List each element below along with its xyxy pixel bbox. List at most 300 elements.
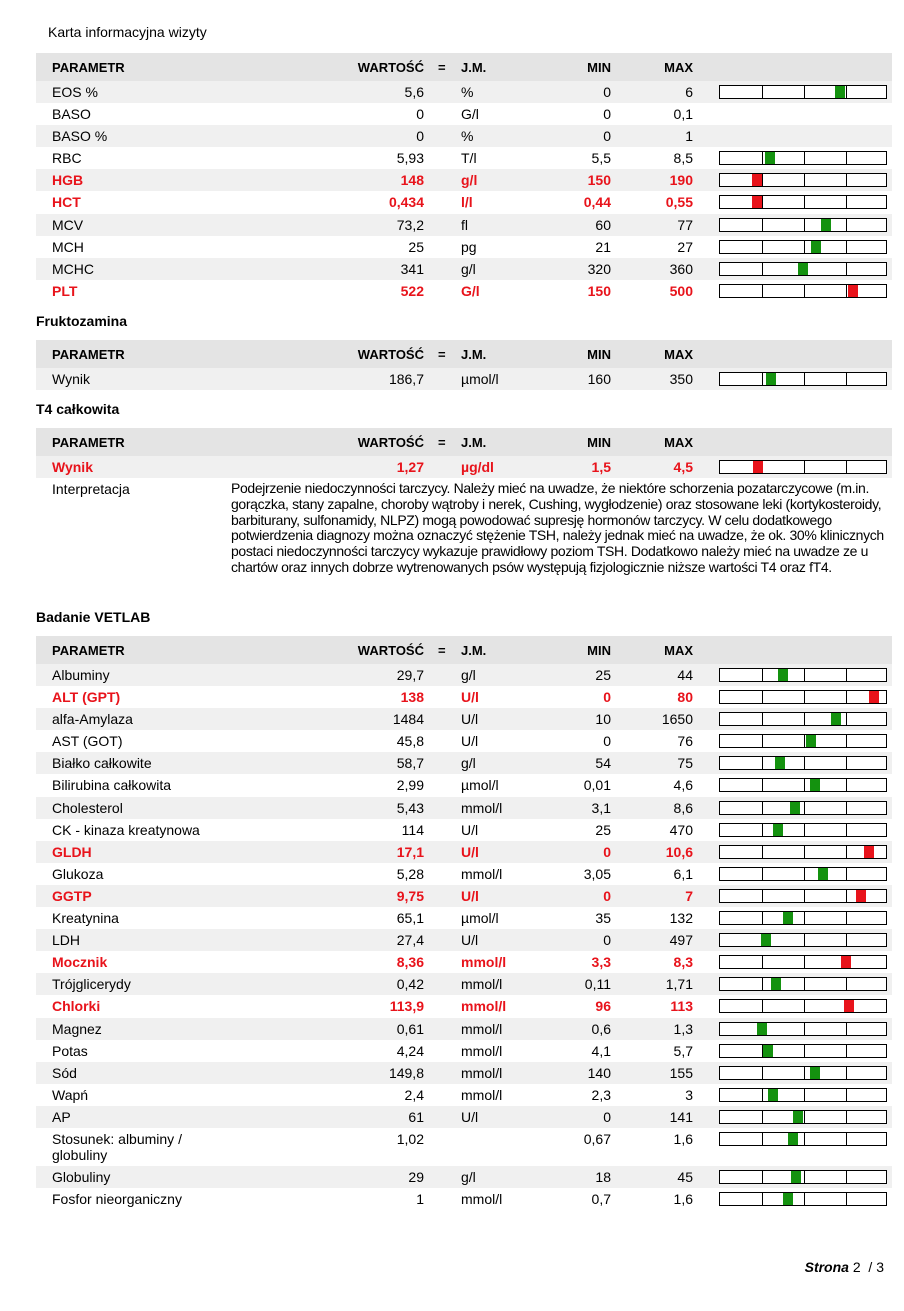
param-value: 1,27 bbox=[396, 459, 424, 475]
param-name: Białko całkowite bbox=[52, 755, 152, 772]
param-value: 2,4 bbox=[404, 1086, 424, 1103]
param-value: 0 bbox=[416, 106, 424, 123]
range-tick bbox=[846, 912, 847, 924]
param-max: 500 bbox=[669, 282, 693, 299]
param-name: MCH bbox=[52, 238, 84, 255]
range-tick bbox=[846, 669, 847, 681]
range-marker-in bbox=[775, 757, 785, 769]
range-tick bbox=[804, 802, 805, 814]
range-tick bbox=[804, 1133, 805, 1145]
param-max: 0,1 bbox=[673, 106, 693, 123]
interpretation-text: Podejrzenie niedoczynności tarczycy. Należy mieć na uwadze, że niektóre schorzenia pozatarczycowe (m.in. gorączka, stany zapalne, choroby wątroby i nerek, Cushing, wygłodzenie) oraz stosowane leki (kortykosteroidy, barbiturany, sulfonamidy, NLPZ) mogą powodować supresję hormonów tarczycy. W celu dodatkowego potwierdzenia diagnozy można oznaczyć stężenie TSH, należy jednak mieć na uwadze, że ok. 30% klinicznych postaci niedoczynności tarczycy wykazuje prawidłowy poziom TSH. Dodatkowo należy mieć na uwadze ze u chartów oraz innych dobrze wytrenowanych psów występują fizjologicznie niższe wartości T4 oraz fT4. bbox=[231, 480, 884, 575]
param-unit: g/l bbox=[461, 172, 478, 189]
range-tick bbox=[762, 152, 763, 164]
param-min: 0,6 bbox=[591, 1020, 611, 1037]
param-unit: mmol/l bbox=[461, 1020, 503, 1037]
range-bar bbox=[719, 690, 887, 704]
header-value: WARTOŚĆ bbox=[357, 347, 424, 362]
param-unit: mmol/l bbox=[461, 799, 503, 816]
param-max: 1650 bbox=[661, 711, 693, 728]
range-marker-in bbox=[811, 241, 821, 253]
range-bar bbox=[719, 195, 887, 209]
param-min: 4,1 bbox=[591, 1042, 611, 1059]
range-marker-in bbox=[761, 934, 771, 946]
section-title: T4 całkowita bbox=[36, 401, 120, 417]
param-value: 1484 bbox=[392, 711, 424, 728]
results-table bbox=[36, 636, 892, 1210]
table-header bbox=[36, 636, 892, 664]
range-bar bbox=[719, 977, 887, 991]
range-tick bbox=[804, 1045, 805, 1057]
param-name: GLDH bbox=[52, 843, 92, 860]
param-min: 0 bbox=[603, 128, 611, 145]
param-unit: µmol/l bbox=[461, 910, 499, 927]
param-unit: µmol/l bbox=[461, 777, 499, 794]
param-value: 73,2 bbox=[396, 216, 424, 233]
param-name: ALT (GPT) bbox=[52, 689, 121, 706]
range-tick bbox=[762, 757, 763, 769]
param-value: 17,1 bbox=[396, 843, 424, 860]
range-bar bbox=[719, 1170, 887, 1184]
header-max: MAX bbox=[664, 60, 693, 75]
table-row bbox=[36, 280, 892, 302]
param-value: 148 bbox=[400, 172, 424, 189]
param-value: 5,28 bbox=[396, 865, 424, 882]
param-min: 3,3 bbox=[591, 954, 611, 971]
param-unit: G/l bbox=[461, 282, 480, 299]
range-bar bbox=[719, 778, 887, 792]
range-tick bbox=[804, 1111, 805, 1123]
param-value: 0,434 bbox=[388, 194, 424, 211]
param-max: 4,6 bbox=[673, 777, 693, 794]
param-max: 497 bbox=[669, 932, 693, 949]
range-tick bbox=[846, 373, 847, 385]
param-value: 341 bbox=[400, 260, 424, 277]
param-value: 4,24 bbox=[396, 1042, 424, 1059]
range-bar bbox=[719, 85, 887, 99]
header-eq: = bbox=[438, 347, 446, 362]
range-tick bbox=[846, 890, 847, 902]
range-bar bbox=[719, 712, 887, 726]
header-eq: = bbox=[438, 643, 446, 658]
range-tick bbox=[762, 1193, 763, 1205]
param-value: 5,43 bbox=[396, 799, 424, 816]
page-separator: / bbox=[868, 1259, 873, 1275]
param-value: 29 bbox=[408, 1168, 424, 1185]
range-marker-in bbox=[810, 1067, 820, 1079]
range-marker-in bbox=[763, 1045, 773, 1057]
header-param: PARAMETR bbox=[52, 347, 125, 362]
range-marker-out bbox=[753, 461, 763, 473]
table-row bbox=[36, 907, 892, 929]
param-value: 186,7 bbox=[388, 371, 424, 387]
range-bar bbox=[719, 668, 887, 682]
table-row bbox=[36, 1084, 892, 1106]
range-tick bbox=[804, 956, 805, 968]
param-value: 8,36 bbox=[396, 954, 424, 971]
range-bar bbox=[719, 284, 887, 298]
range-tick bbox=[846, 461, 847, 473]
table-row bbox=[36, 973, 892, 995]
param-value: 2,99 bbox=[396, 777, 424, 794]
param-value: 113,9 bbox=[389, 998, 424, 1015]
range-marker-in bbox=[766, 373, 776, 385]
range-bar bbox=[719, 262, 887, 276]
param-min: 96 bbox=[595, 998, 611, 1015]
table-row bbox=[36, 1188, 892, 1210]
range-bar bbox=[719, 933, 887, 947]
param-name: Bilirubina całkowita bbox=[52, 777, 172, 794]
param-min: 0 bbox=[603, 843, 611, 860]
range-tick bbox=[846, 86, 847, 98]
param-max: 350 bbox=[669, 371, 693, 387]
param-name: Albuminy bbox=[52, 667, 110, 683]
param-name: EOS % bbox=[52, 84, 98, 100]
param-unit: U/l bbox=[461, 932, 479, 949]
param-value: 1 bbox=[416, 1191, 424, 1208]
param-min: 0,7 bbox=[591, 1191, 611, 1208]
param-unit: pg bbox=[461, 238, 477, 255]
param-value: 0 bbox=[416, 128, 424, 145]
range-bar bbox=[719, 1044, 887, 1058]
range-tick bbox=[846, 219, 847, 231]
table-row bbox=[36, 686, 892, 708]
range-tick bbox=[762, 263, 763, 275]
range-marker-in bbox=[778, 669, 788, 681]
header-min: MIN bbox=[587, 347, 611, 362]
range-tick bbox=[762, 196, 763, 208]
param-min: 25 bbox=[595, 667, 611, 683]
range-tick bbox=[804, 757, 805, 769]
param-min: 0,67 bbox=[583, 1130, 611, 1147]
param-max: 8,6 bbox=[673, 799, 693, 816]
param-unit: G/l bbox=[461, 106, 479, 123]
range-bar bbox=[719, 955, 887, 969]
range-tick bbox=[846, 1111, 847, 1123]
param-name: GGTP bbox=[52, 887, 92, 904]
table-row bbox=[36, 214, 892, 236]
param-unit: l/l bbox=[461, 194, 473, 211]
table-row bbox=[36, 368, 892, 390]
table-row bbox=[36, 730, 892, 752]
range-tick bbox=[804, 241, 805, 253]
header-unit: J.M. bbox=[461, 347, 487, 362]
range-tick bbox=[804, 1171, 805, 1183]
param-max: 1,71 bbox=[665, 976, 693, 993]
table-row bbox=[36, 191, 892, 213]
param-min: 150 bbox=[587, 172, 611, 189]
param-name: AST (GOT) bbox=[52, 733, 123, 750]
param-unit: % bbox=[461, 128, 474, 145]
table-row bbox=[36, 456, 892, 478]
param-value: 29,7 bbox=[396, 667, 424, 683]
range-bar bbox=[719, 1022, 887, 1036]
table-row bbox=[36, 819, 892, 841]
range-tick bbox=[804, 934, 805, 946]
range-bar bbox=[719, 460, 887, 474]
param-name: HCT bbox=[52, 194, 81, 211]
param-unit: mmol/l bbox=[461, 865, 503, 882]
range-tick bbox=[846, 1133, 847, 1145]
range-tick bbox=[846, 1023, 847, 1035]
param-name: Globuliny bbox=[52, 1168, 111, 1185]
param-max: 3 bbox=[685, 1086, 693, 1103]
param-name: Cholesterol bbox=[52, 799, 123, 816]
range-bar bbox=[719, 1192, 887, 1206]
param-min: 320 bbox=[587, 260, 611, 277]
param-value: 5,93 bbox=[396, 150, 424, 167]
param-max: 76 bbox=[677, 733, 693, 750]
table-row bbox=[36, 863, 892, 885]
range-marker-in bbox=[798, 263, 808, 275]
param-value: 522 bbox=[400, 282, 424, 299]
param-name: Kreatynina bbox=[52, 910, 119, 927]
param-name: Sód bbox=[52, 1064, 77, 1081]
param-unit: g/l bbox=[461, 755, 476, 772]
range-tick bbox=[804, 779, 805, 791]
header-min: MIN bbox=[587, 435, 611, 450]
range-marker-out bbox=[848, 285, 858, 297]
param-min: 0,44 bbox=[583, 194, 611, 211]
range-marker-out bbox=[864, 846, 874, 858]
param-max: 10,6 bbox=[665, 843, 693, 860]
range-tick bbox=[804, 86, 805, 98]
range-bar bbox=[719, 173, 887, 187]
param-min: 5,5 bbox=[591, 150, 611, 167]
range-tick bbox=[804, 1023, 805, 1035]
range-marker-in bbox=[765, 152, 775, 164]
range-bar bbox=[719, 734, 887, 748]
page-title: Karta informacyjna wizyty bbox=[48, 24, 207, 40]
param-max: 45 bbox=[677, 1168, 693, 1185]
range-bar bbox=[719, 999, 887, 1013]
range-tick bbox=[804, 846, 805, 858]
param-min: 0 bbox=[603, 887, 611, 904]
range-tick bbox=[762, 1171, 763, 1183]
interpretation-label: Interpretacja bbox=[52, 481, 130, 498]
range-tick bbox=[804, 912, 805, 924]
param-unit: mmol/l bbox=[461, 1191, 503, 1208]
param-min: 60 bbox=[595, 216, 611, 233]
table-row bbox=[36, 1128, 892, 1166]
range-tick bbox=[846, 779, 847, 791]
range-bar bbox=[719, 372, 887, 386]
table-row bbox=[36, 951, 892, 973]
range-bar bbox=[719, 756, 887, 770]
param-max: 1 bbox=[685, 128, 693, 145]
param-value: 1,02 bbox=[396, 1130, 424, 1147]
header-unit: J.M. bbox=[461, 60, 487, 75]
range-tick bbox=[846, 241, 847, 253]
range-tick bbox=[846, 1193, 847, 1205]
param-unit: U/l bbox=[461, 711, 479, 728]
param-name: AP bbox=[52, 1108, 71, 1125]
table-row bbox=[36, 1106, 892, 1128]
range-tick bbox=[804, 824, 805, 836]
results-table bbox=[36, 428, 892, 590]
param-name: Chlorki bbox=[52, 998, 101, 1015]
param-min: 18 bbox=[595, 1168, 611, 1185]
range-tick bbox=[804, 461, 805, 473]
range-marker-in bbox=[793, 1111, 803, 1123]
range-tick bbox=[846, 152, 847, 164]
param-value: 5,6 bbox=[404, 84, 424, 100]
table-row bbox=[36, 664, 892, 686]
param-max: 6,1 bbox=[673, 865, 693, 882]
range-bar bbox=[719, 823, 887, 837]
range-tick bbox=[762, 802, 763, 814]
param-max: 132 bbox=[669, 910, 693, 927]
range-bar bbox=[719, 889, 887, 903]
param-max: 113 bbox=[670, 998, 693, 1015]
param-max: 0,55 bbox=[665, 194, 693, 211]
range-tick bbox=[762, 846, 763, 858]
param-name: CK - kinaza kreatynowa bbox=[52, 821, 200, 838]
header-max: MAX bbox=[664, 643, 693, 658]
header-param: PARAMETR bbox=[52, 435, 125, 450]
range-marker-in bbox=[771, 978, 781, 990]
range-tick bbox=[804, 1193, 805, 1205]
param-max: 155 bbox=[669, 1064, 693, 1081]
param-unit: U/l bbox=[461, 821, 479, 838]
param-min: 0 bbox=[603, 932, 611, 949]
param-min: 160 bbox=[587, 371, 611, 387]
param-value: 149,8 bbox=[388, 1064, 424, 1081]
param-name: Wapń bbox=[52, 1086, 89, 1103]
range-marker-in bbox=[835, 86, 845, 98]
param-min: 0 bbox=[603, 733, 611, 750]
range-tick bbox=[762, 373, 763, 385]
range-bar bbox=[719, 1132, 887, 1146]
range-tick bbox=[804, 196, 805, 208]
param-min: 0,11 bbox=[584, 976, 611, 993]
table-row bbox=[36, 929, 892, 951]
param-unit: U/l bbox=[461, 733, 479, 750]
param-max: 1,6 bbox=[673, 1191, 693, 1208]
range-tick bbox=[846, 196, 847, 208]
header-max: MAX bbox=[664, 347, 693, 362]
range-tick bbox=[762, 1111, 763, 1123]
range-tick bbox=[762, 285, 763, 297]
param-name: Fosfor nieorganiczny bbox=[52, 1191, 182, 1208]
range-tick bbox=[762, 956, 763, 968]
param-value: 0,42 bbox=[396, 976, 424, 993]
range-tick bbox=[804, 285, 805, 297]
range-marker-in bbox=[818, 868, 828, 880]
param-name: Potas bbox=[52, 1042, 88, 1059]
range-tick bbox=[762, 824, 763, 836]
param-max: 4,5 bbox=[673, 459, 693, 475]
param-unit: % bbox=[461, 84, 474, 100]
param-unit: µg/dl bbox=[461, 459, 494, 475]
range-tick bbox=[804, 219, 805, 231]
param-max: 7 bbox=[685, 887, 693, 904]
table-header bbox=[36, 340, 892, 368]
param-min: 25 bbox=[595, 821, 611, 838]
range-tick bbox=[846, 978, 847, 990]
range-bar bbox=[719, 867, 887, 881]
range-marker-in bbox=[768, 1089, 778, 1101]
param-value: 0,61 bbox=[396, 1020, 424, 1037]
param-max: 75 bbox=[677, 755, 693, 772]
range-tick bbox=[804, 978, 805, 990]
param-name: Wynik bbox=[52, 459, 93, 475]
range-tick bbox=[762, 912, 763, 924]
param-min: 0 bbox=[603, 106, 611, 123]
param-unit: U/l bbox=[461, 1108, 479, 1125]
range-marker-out bbox=[752, 174, 762, 186]
table-row bbox=[36, 774, 892, 796]
range-tick bbox=[846, 802, 847, 814]
param-max: 27 bbox=[677, 238, 693, 255]
table-row bbox=[36, 258, 892, 280]
param-unit: U/l bbox=[461, 887, 479, 904]
range-marker-in bbox=[783, 1193, 793, 1205]
range-bar bbox=[719, 151, 887, 165]
table-row bbox=[36, 1018, 892, 1040]
param-max: 1,6 bbox=[673, 1130, 693, 1147]
range-tick bbox=[804, 669, 805, 681]
param-value: 138 bbox=[400, 689, 424, 706]
param-min: 2,3 bbox=[591, 1086, 611, 1103]
range-tick bbox=[762, 1089, 763, 1101]
range-tick bbox=[804, 868, 805, 880]
range-tick bbox=[846, 285, 847, 297]
header-max: MAX bbox=[664, 435, 693, 450]
range-marker-out bbox=[844, 1000, 854, 1012]
param-name: BASO bbox=[52, 106, 91, 123]
param-name: Trójglicerydy bbox=[52, 976, 131, 993]
range-marker-in bbox=[757, 1023, 767, 1035]
range-tick bbox=[846, 1089, 847, 1101]
param-value: 114 bbox=[401, 821, 424, 838]
range-tick bbox=[846, 713, 847, 725]
range-tick bbox=[846, 757, 847, 769]
param-unit: U/l bbox=[461, 843, 479, 860]
page-number: 2 bbox=[852, 1259, 861, 1275]
param-unit: fl bbox=[461, 216, 468, 233]
range-marker-in bbox=[790, 802, 800, 814]
range-bar bbox=[719, 240, 887, 254]
range-tick bbox=[762, 1133, 763, 1145]
table-row bbox=[36, 169, 892, 191]
range-bar bbox=[719, 1066, 887, 1080]
range-tick bbox=[804, 152, 805, 164]
range-tick bbox=[846, 846, 847, 858]
range-tick bbox=[804, 1089, 805, 1101]
range-tick bbox=[762, 669, 763, 681]
results-table bbox=[36, 340, 892, 390]
range-tick bbox=[762, 868, 763, 880]
param-min: 1,5 bbox=[591, 459, 611, 475]
param-min: 3,1 bbox=[591, 799, 611, 816]
range-marker-in bbox=[831, 713, 841, 725]
range-tick bbox=[762, 890, 763, 902]
range-tick bbox=[762, 691, 763, 703]
param-max: 190 bbox=[669, 172, 693, 189]
header-unit: J.M. bbox=[461, 643, 487, 658]
param-min: 54 bbox=[595, 755, 611, 772]
range-marker-out bbox=[856, 890, 866, 902]
param-unit: T/l bbox=[461, 150, 477, 167]
range-bar bbox=[719, 1110, 887, 1124]
param-unit: mmol/l bbox=[461, 954, 507, 971]
range-tick bbox=[762, 779, 763, 791]
param-min: 10 bbox=[595, 711, 611, 728]
range-bar bbox=[719, 845, 887, 859]
header-param: PARAMETR bbox=[52, 643, 125, 658]
range-bar bbox=[719, 218, 887, 232]
